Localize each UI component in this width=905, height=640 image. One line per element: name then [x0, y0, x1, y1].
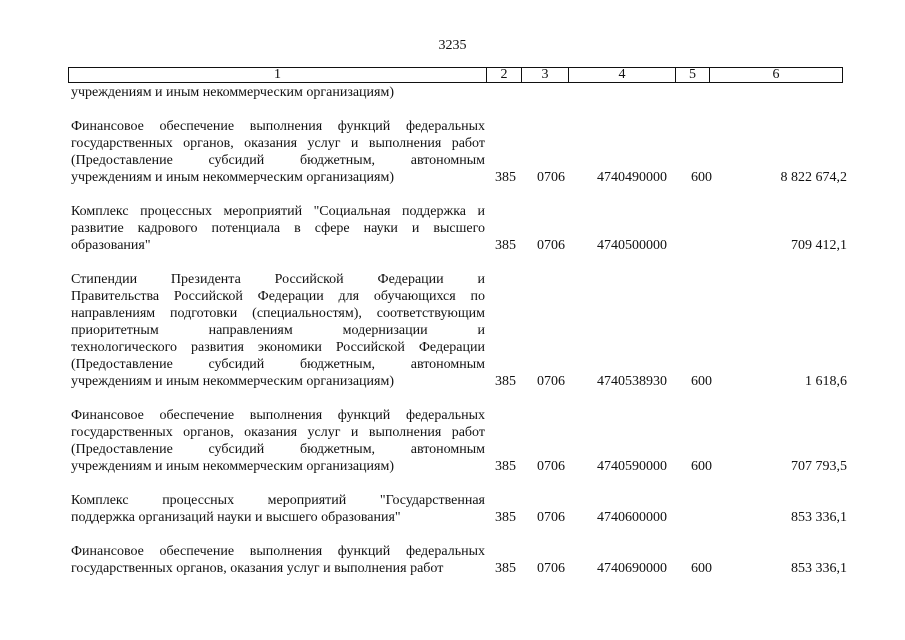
ministry-code: 385	[495, 561, 516, 576]
target-code: 4740690000	[597, 561, 667, 576]
amount: 707 793,5	[791, 459, 847, 474]
table-row	[71, 543, 847, 577]
description-line: Комплекс процессных мероприятий "Государственная	[71, 493, 485, 508]
column-header-2: 2	[487, 68, 522, 83]
column-header-4: 4	[569, 68, 676, 83]
section-code: 0706	[537, 561, 565, 576]
description-line: государственных органов, оказания услуг и выполнения работ	[71, 425, 485, 440]
table-row	[71, 492, 847, 526]
description-line: Финансовое обеспечение выполнения функций федеральных	[71, 119, 485, 134]
section-code: 0706	[537, 170, 565, 185]
table-row	[71, 271, 847, 390]
target-code: 4740600000	[597, 510, 667, 525]
row-description	[71, 271, 485, 390]
section-code: 0706	[537, 374, 565, 389]
description-line: государственных органов, оказания услуг и выполнения работ	[71, 561, 444, 576]
section-code: 0706	[537, 459, 565, 474]
column-header-5: 5	[676, 68, 710, 83]
column-header-6: 6	[710, 68, 843, 83]
description-line: государственных органов, оказания услуг и выполнения работ	[71, 136, 485, 151]
table-row	[71, 118, 847, 186]
table-row	[71, 84, 847, 101]
target-code: 4740490000	[597, 170, 667, 185]
description-line: приоритетным направлениям модернизации и	[71, 323, 485, 338]
row-description	[71, 203, 485, 254]
description-line: учреждениям и иным некоммерческим организациям)	[71, 459, 395, 474]
target-code: 4740590000	[597, 459, 667, 474]
target-code: 4740500000	[597, 238, 667, 253]
ministry-code: 385	[495, 374, 516, 389]
row-description	[71, 543, 485, 577]
table-row	[71, 203, 847, 254]
description-line: учреждениям и иным некоммерческим организациям)	[71, 170, 395, 185]
amount: 709 412,1	[791, 238, 847, 253]
description-line: (Предоставление субсидий бюджетным, автономным	[71, 357, 485, 372]
column-header-row	[69, 68, 843, 83]
expense-type-code: 600	[691, 170, 712, 185]
amount: 853 336,1	[791, 510, 847, 525]
ministry-code: 385	[495, 510, 516, 525]
expense-type-code: 600	[691, 374, 712, 389]
page-number: 3235	[438, 38, 467, 53]
column-header-1: 1	[69, 68, 487, 83]
description-line: поддержка организаций науки и высшего образования"	[71, 510, 401, 525]
description-line: направлениям подготовки (специальностям), соответствующим	[71, 306, 485, 321]
target-code: 4740538930	[597, 374, 667, 389]
description-line: (Предоставление субсидий бюджетным, автономным	[71, 153, 485, 168]
row-description	[71, 407, 485, 475]
description-line: Стипендии Президента Российской Федерации и	[71, 272, 485, 287]
description-line: развитие кадрового потенциала в сфере науки и высшего	[71, 221, 485, 236]
ministry-code: 385	[495, 170, 516, 185]
column-header-3: 3	[522, 68, 569, 83]
section-code: 0706	[537, 510, 565, 525]
row-description	[71, 492, 485, 526]
description-line: учреждениям и иным некоммерческим организациям)	[71, 374, 395, 389]
description-line: учреждениям и иным некоммерческим организациям)	[71, 85, 395, 100]
description-line: Комплекс процессных мероприятий "Социальная поддержка и	[71, 204, 485, 219]
amount: 853 336,1	[791, 561, 847, 576]
description-line: образования"	[71, 238, 151, 253]
table-row	[71, 407, 847, 475]
row-description	[71, 84, 485, 101]
amount: 1 618,6	[805, 374, 847, 389]
description-line: технологического развития экономики Российской Федерации	[71, 340, 485, 355]
ministry-code: 385	[495, 459, 516, 474]
expense-type-code: 600	[691, 561, 712, 576]
description-line: Финансовое обеспечение выполнения функций федеральных	[71, 544, 485, 559]
ministry-code: 385	[495, 238, 516, 253]
expense-type-code: 600	[691, 459, 712, 474]
amount: 8 822 674,2	[780, 170, 847, 185]
column-header-table	[68, 67, 843, 83]
description-line: Финансовое обеспечение выполнения функций федеральных	[71, 408, 485, 423]
description-line: (Предоставление субсидий бюджетным, автономным	[71, 442, 485, 457]
row-description	[71, 118, 485, 186]
section-code: 0706	[537, 238, 565, 253]
description-line: Правительства Российской Федерации для обучающихся по	[71, 289, 485, 304]
